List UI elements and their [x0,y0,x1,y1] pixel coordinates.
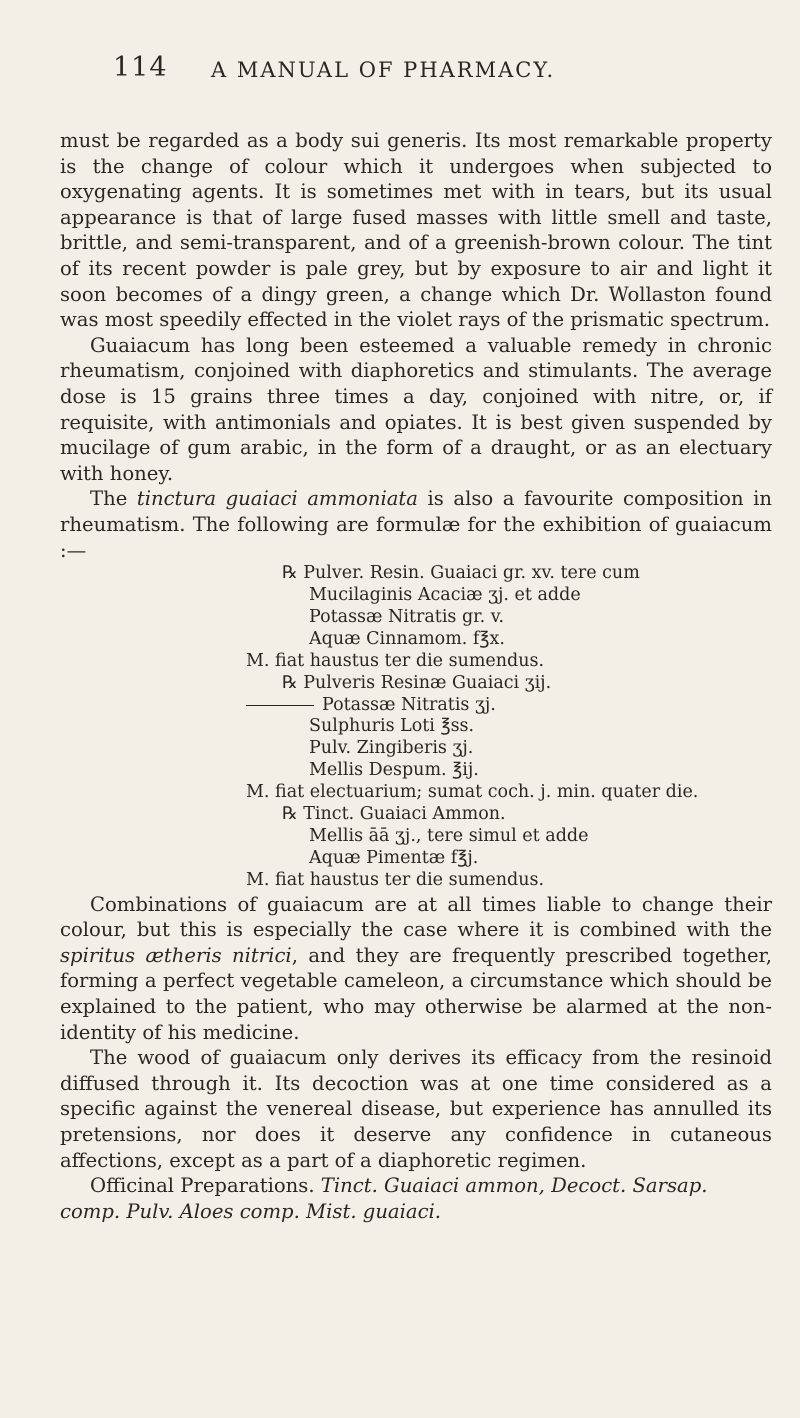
formula-line: Mellis Despum. ℥ij. [309,760,479,781]
formula-line: M. fiat haustus ter die sumendus. [246,869,545,890]
paragraph-4: Combinations of guaiacum are at all times liable to change their colour, but this is especially the case where it is combined with the spiritus ætheris nitrici, and they are frequently prescribed together, forming a perfect vegetable cameleon, a circumstance which should be explained to the patient, who may otherwise be alarmed at the non-identity of his medicine. [60,892,772,1044]
formula-1 [60,563,772,673]
formula-line: Sulphuris Loti ℥ss. [309,716,475,737]
tinctura-term: tinctura guaiaci ammoniata [136,487,418,511]
formula-line: ℞ Pulver. Resin. Guaiaci gr. xv. tere cum [282,563,640,584]
paragraph-5: The wood of guaiacum only derives its efficacy from the resinoid diffused through it. Its decoction was at one time considered as a specific against the venereal disease, but experience has annulled its pretensions, nor does it deserve any confidence in cutaneous affections, except as a part of a diaphoretic regimen. [60,1046,772,1172]
formula-line: Mellis āā ʒj., tere simul et adde [309,825,589,846]
formula-line: ℞ Pulveris Resinæ Guaiaci ʒij. [282,672,552,693]
formula-line: Potassæ Nitratis ʒj. [60,695,772,717]
formula-line: ℞ Tinct. Guaiaci Ammon. [282,804,506,825]
formula-3 [60,804,772,892]
paragraph-1: must be regarded as a body sui generis. Its most remarkable property is the change of colour which it undergoes when subjected to oxygenating agents. It is sometimes met with in tears, but its usual appearance is that of large fused masses with little smell and taste, brittle, and semi-transparent, and of a greenish-brown colour. The tint of its recent powder is pale grey, but by exposure to air and light it soon becomes of a dingy green, a change which Dr. Wollaston found was most speedily effected in the violet rays of the prismatic spectrum. [60,129,772,332]
formula-line: Potassæ Nitratis gr. v. [309,606,505,627]
spiritus-term: spiritus ætheris nitrici [60,943,292,967]
formula-line: M. fiat haustus ter die sumendus. [246,650,545,671]
formula-line: Aquæ Cinnamom. f℥x. [309,628,505,649]
page-number: 114 [113,52,168,83]
body-text [60,128,772,1224]
ditto-rule [246,705,314,706]
formula-line: M. fiat electuarium; sumat coch. j. min. quater die. [246,782,699,803]
page-header [113,52,773,86]
paragraph-2: Guaiacum has long been esteemed a valuable remedy in chronic rheumatism, conjoined with diaphoretics and stimulants. The average dose is 15 grains three times a day, conjoined with nitre, or, if requisite, with antimonials and opiates. It is best given suspended by mucilage of gum arabic, in the form of a draught, or as an electuary with honey. [60,333,772,485]
formula-line: Aquæ Pimentæ f℥j. [309,847,479,868]
officinal-list: Tinct. Guaiaci ammon, Decoct. Sarsap. comp. Pulv. Aloes comp. Mist. guaiaci. [60,1174,708,1223]
running-head: A MANUAL OF PHARMACY. [211,58,556,82]
formula-line: Pulv. Zingiberis ʒj. [309,738,474,759]
formula-line: Mucilaginis Acaciæ ʒj. et adde [309,585,581,605]
formula-2 [60,673,772,804]
officinal-label: Officinal Preparations. [90,1174,315,1198]
paragraph-3: The tinctura guaiaci ammoniata is also a favourite composition in rheumatism. The following are formulæ for the exhibition of guaiacum :— [60,487,772,562]
officinal-preparations [60,1173,772,1224]
